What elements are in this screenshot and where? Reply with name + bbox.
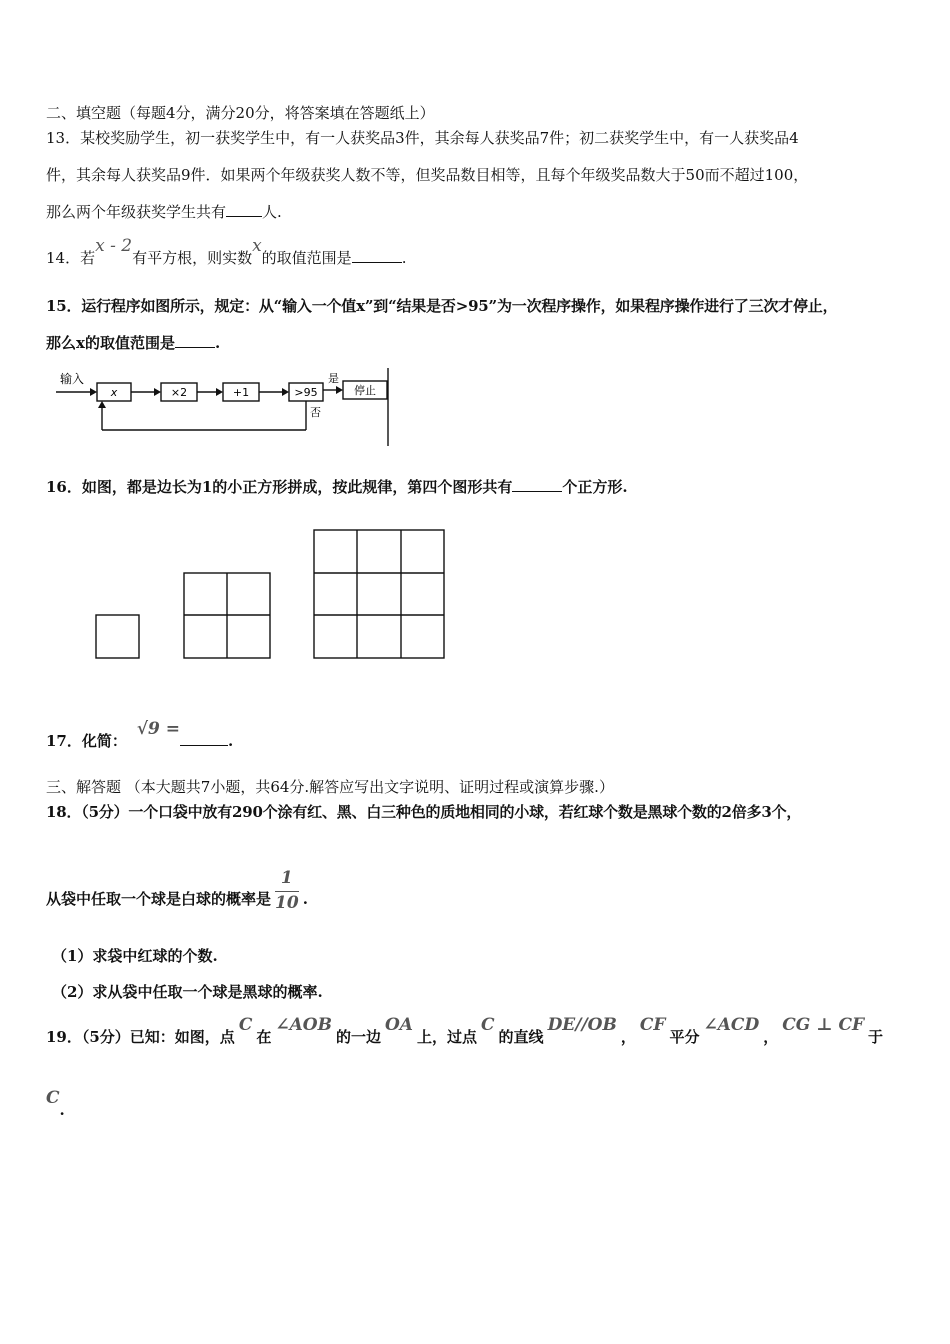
flow-no-label: 否 (310, 406, 321, 419)
q13-line-3 (46, 202, 282, 222)
q19-text: 的直线 (498, 1028, 544, 1046)
flow-yes-label: 是 (328, 372, 339, 385)
q13-line-2: 件，其余每人获奖品9件．如果两个年级获奖人数不等，但奖品数目相等，且每个年级奖品数大于50而不超过100， (46, 166, 809, 184)
q19-text: 的一边 (335, 1028, 381, 1046)
figure-3-grid (314, 530, 444, 658)
q16-text: 16．如图，都是边长为1的小正方形拼成，按此规律，第四个图形共有 (46, 478, 513, 496)
q18-line-2-tail: . (302, 890, 308, 908)
answer-blank (512, 477, 562, 492)
q17-tail: . (228, 732, 234, 750)
q16-tail: 个正方形. (562, 478, 628, 496)
q19-math-C: C (238, 1015, 253, 1035)
q15-line-2 (46, 333, 220, 353)
flow-input-label: 输入 (60, 372, 85, 386)
figure-2-grid (184, 573, 270, 658)
answer-blank (180, 731, 228, 746)
q19-math-angle-ACD: ∠ACD (703, 1015, 760, 1035)
q17-math-sqrt9: √9 = (136, 719, 181, 739)
q16 (46, 477, 628, 497)
q14-math-x: x (252, 236, 262, 256)
figure-1-square (96, 615, 139, 658)
q19-tail: . (59, 1101, 65, 1119)
q19-text: 在 (256, 1028, 272, 1046)
q13-line-3-tail: 人. (262, 203, 282, 221)
q19-number: 19．（5分）已知：如图，点 (46, 1028, 235, 1046)
flow-box-x-label: x (110, 386, 118, 399)
q19-math-CG-perp-CF: CG ⊥ CF (782, 1015, 865, 1035)
q18-part-1: （1）求袋中红球的个数. (52, 947, 218, 965)
q18-line-2 (46, 868, 308, 913)
q18-fraction (275, 868, 299, 913)
q19-text: 上，过点 (417, 1028, 478, 1046)
q19-text: ， (620, 1028, 636, 1046)
flow-box-multiply-label: ×2 (170, 386, 188, 399)
q15-line-2-tail: . (214, 334, 221, 352)
q18-part-2: （2）求从袋中任取一个球是黑球的概率. (52, 983, 323, 1001)
fraction-denominator: 10 (275, 893, 299, 913)
answer-blank (352, 248, 402, 263)
q14-math-x-minus-2: x - 2 (95, 236, 133, 256)
q18-line-2-text: 从袋中任取一个球是白球的概率是 (46, 890, 272, 908)
q19-text: 平分 (669, 1028, 700, 1046)
q13-line-1: 13．某校奖励学生，初一获奖学生中，有一人获奖品3件，其余每人获奖品7件；初二获奖学生中，有一人获奖品4 (46, 129, 799, 147)
program-flowchart (54, 368, 394, 450)
fraction-numerator: 1 (280, 868, 293, 888)
q17 (46, 719, 234, 751)
q19-math-DE-parallel-OB: DE//OB (547, 1015, 617, 1035)
square-pattern-figure (90, 524, 450, 664)
flow-box-add-label: +1 (232, 386, 250, 399)
q19-math-angle-AOB: ∠AOB (275, 1015, 332, 1035)
q19-math-OA: OA (385, 1015, 413, 1035)
q13-line-3-text: 那么两个年级获奖学生共有 (46, 203, 227, 221)
flow-box-stop-label: 停止 (354, 384, 376, 397)
q19-line-2 (46, 1088, 65, 1120)
q17-text: 17．化简： (46, 732, 127, 750)
q15-line-1: 15．运行程序如图所示，规定：从“输入一个值x”到“结果是否>95”为一次程序操作，如果程序操作进行了三次才停止， (46, 297, 838, 315)
q19-line-1 (46, 1015, 884, 1047)
q19-math-C: C (46, 1088, 60, 1108)
q19-math-C: C (481, 1015, 495, 1035)
q18-line-1: 18．（5分）一个口袋中放有290个涂有红、黑、白三种色的质地相同的小球，若红球个数是黑球个数的2倍多3个， (46, 803, 802, 821)
section-2-heading: 二、填空题（每题4分，满分20分，将答案填在答题纸上） (46, 104, 435, 122)
q14-text: 有平方根，则实数 (132, 249, 253, 267)
q19-text: ， (763, 1028, 779, 1046)
q19-text: 于 (868, 1028, 884, 1046)
section-3-heading: 三、解答题 （本大题共7小题，共64分.解答应写出文字说明、证明过程或演算步骤.） (46, 778, 614, 796)
answer-blank (175, 333, 215, 348)
flow-box-compare-label: >95 (294, 386, 318, 399)
q15-line-2-text: 那么x的取值范围是 (46, 334, 175, 352)
q14 (46, 236, 407, 268)
answer-blank (226, 202, 262, 217)
q14-number: 14．若 (46, 249, 96, 267)
q14-text-range: 的取值范围是 (261, 249, 352, 267)
q14-tail: . (401, 249, 407, 267)
q19-math-CF: CF (639, 1015, 666, 1035)
